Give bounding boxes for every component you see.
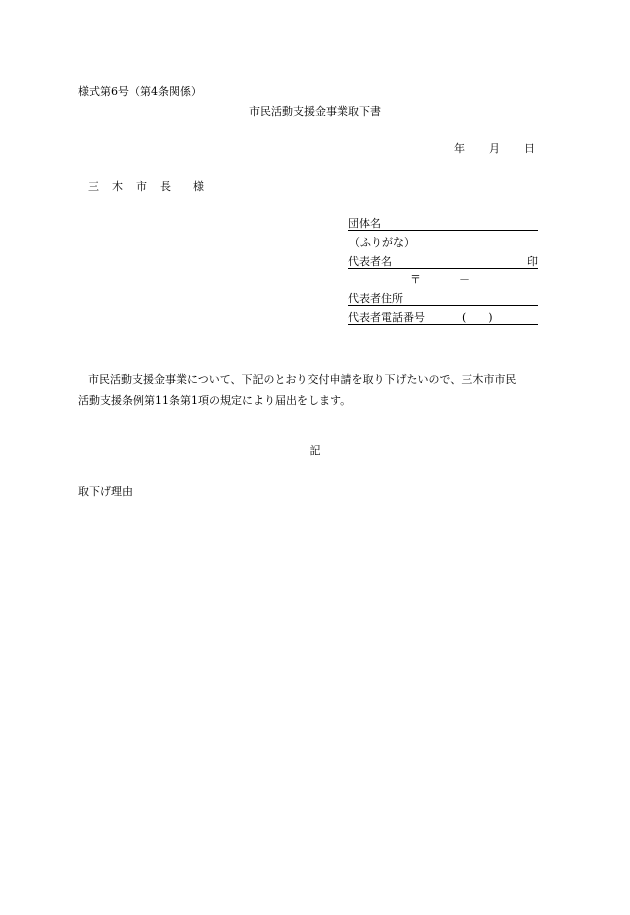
- form-number: 様式第6号（第4条関係）: [78, 85, 202, 98]
- rep-address-field: [348, 292, 538, 306]
- body-paragraph: [78, 369, 578, 411]
- document-title: 市民活動支援金事業取下書: [249, 105, 381, 118]
- addressee-honorific: 様: [193, 180, 204, 193]
- rep-phone-label: 代表者電話番号: [348, 311, 425, 324]
- rep-phone-field: [348, 311, 538, 325]
- date-row: [454, 143, 535, 154]
- postal-dash: －: [459, 273, 470, 286]
- date-month: 月: [489, 142, 500, 155]
- date-year: 年: [454, 142, 465, 155]
- addressee-char: 木: [112, 180, 123, 193]
- rep-name-field: [348, 255, 538, 269]
- phone-parens: ( ): [462, 311, 493, 324]
- ki-heading: 記: [309, 444, 321, 457]
- org-name-label: 団体名: [348, 217, 381, 230]
- addressee: [88, 181, 204, 192]
- date-day: 日: [524, 142, 535, 155]
- furigana-label: （ふりがな）: [349, 236, 415, 249]
- postal-mark: 〒: [410, 273, 421, 286]
- addressee-char: 長: [160, 180, 171, 193]
- body-line-2: 活動支援条例第11条第1項の規定により届出をします。: [78, 394, 352, 407]
- seal-mark: 印: [527, 255, 538, 268]
- reason-label: 取下げ理由: [78, 485, 133, 498]
- addressee-char: 市: [136, 180, 147, 193]
- postal-code: [410, 274, 470, 285]
- addressee-char: 三: [88, 180, 99, 193]
- org-name-field: [348, 217, 538, 231]
- rep-address-label: 代表者住所: [348, 292, 403, 305]
- rep-name-label: 代表者名: [348, 255, 392, 268]
- body-line-1: 市民活動支援金事業について、下記のとおり交付申請を取り下げたいので、三木市市民: [88, 373, 517, 386]
